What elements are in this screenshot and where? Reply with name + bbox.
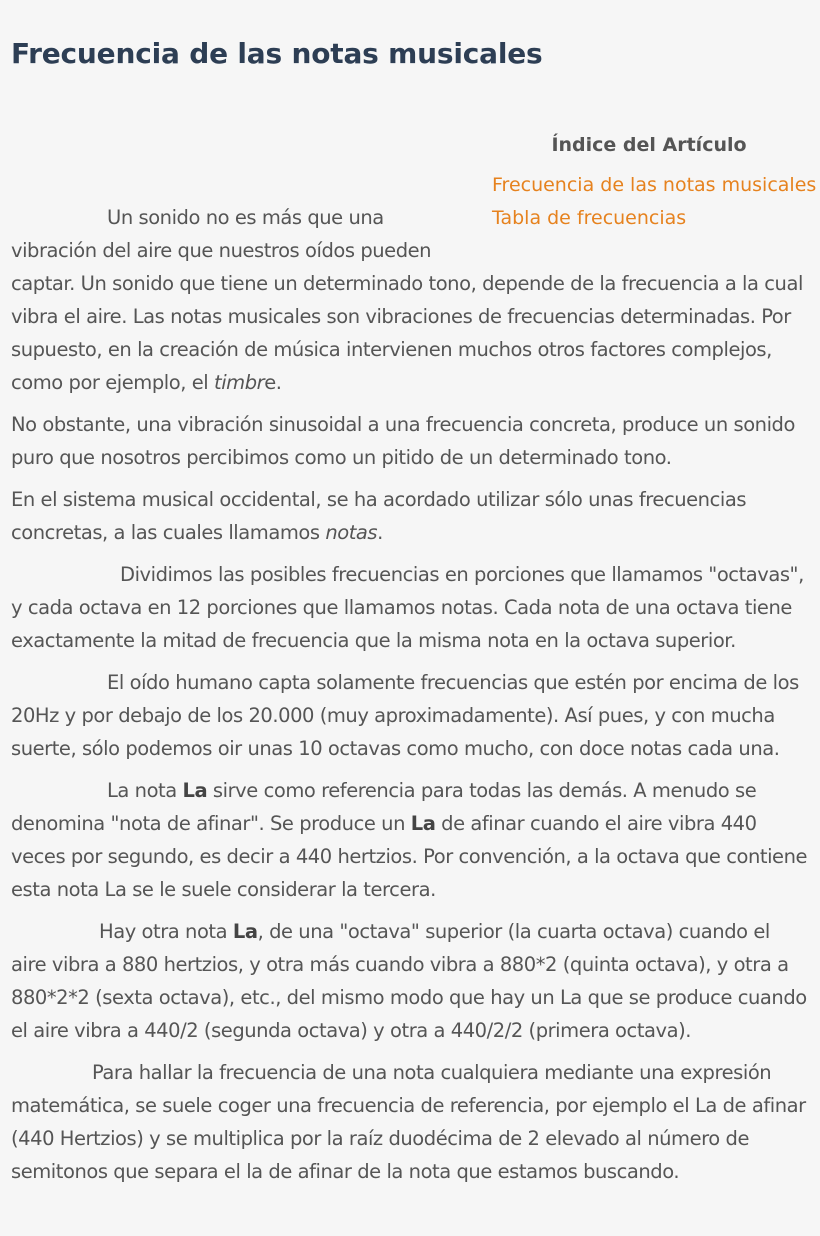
paragraph-nota-la-text-c: de afinar cuando el aire vibra 440 veces por segundo, es decir a 440 hertzios. Por convención, a la octava que contiene esta nota La se le suele considerar la tercera. (11, 812, 808, 901)
paragraph-octavas-text: Dividimos las posibles frecuencias en porciones que llamamos "octavas", y cada octava en 12 porciones que llamamos notas. Cada nota de una octava tiene exactamente la mitad de frecuencia que la misma nota en la octava superior. (11, 563, 804, 652)
notas-word: notas (325, 521, 378, 544)
timbre-word: timbr (214, 371, 265, 394)
paragraph-octavas (11, 558, 810, 657)
paragraph-nota-la-text-b: sirve como referencia para todas las demás. A menudo se denomina "nota de afinar". Se produce un (11, 779, 757, 835)
paragraph-otra-la (11, 915, 810, 1047)
paragraph-formula-text: Para hallar la frecuencia de una nota cualquiera mediante una expresión matemática, se suele coger una frecuencia de referencia, por ejemplo el La de afinar (440 Hertzios) y se multiplica por la raíz duodécima de 2 elevado al número de semitonos que separa el la de afinar de la nota que estamos buscando. (11, 1061, 806, 1183)
index-link-tabla[interactable]: Tabla de frecuencias (492, 207, 687, 229)
la-bold: La (232, 920, 258, 943)
paragraph-otra-la-text-b: , de una "octava" superior (la cuarta octava) cuando el aire vibra a 880 hertzios, y otra más cuando vibra a 880*2 (quinta octava), y otra a 880*2*2 (sexta octava), etc., del mismo modo que hay un La que se produce cuando el aire vibra a 440/2 (segunda octava) y otra a 440/2/2 (primera octava). (11, 920, 807, 1042)
article-body (11, 74, 810, 1188)
article-title: Frecuencia de las notas musicales (11, 37, 543, 70)
paragraph-sistema-text: En el sistema musical occidental, se ha acordado utilizar sólo unas frecuencias concretas, a las cuales llamamos (11, 488, 747, 544)
paragraph-formula (11, 1056, 810, 1188)
timbre-suffix: e. (264, 371, 282, 394)
paragraph-otra-la-text-a: Hay otra nota (99, 920, 233, 943)
paragraph-intro (11, 74, 810, 399)
article-index-item (492, 202, 820, 235)
la-bold: La (410, 812, 436, 835)
article-index-list (474, 169, 820, 235)
paragraph-nota-la-text-a: La nota (107, 779, 183, 802)
index-link-frecuencia[interactable]: Frecuencia de las notas musicales (492, 174, 817, 196)
article-index-heading: Índice del Artículo (551, 134, 747, 156)
paragraph-oido (11, 666, 810, 765)
la-bold: La (182, 779, 208, 802)
paragraph-oido-text: El oído humano capta solamente frecuencias que estén por encima de los 20Hz y por debajo de los 20.000 (muy aproximadamente). Así pues, y con mucha suerte, sólo podemos oir unas 10 octavas como mucho, con doce notas cada una. (11, 671, 799, 760)
paragraph-intro-text: Un sonido no es más que una vibración del aire que nuestros oídos pueden captar. Un sonido que tiene un determinado tono, depende de la frecuencia a la cual vibra el aire. Las notas musicales son vibraciones de frecuencias determinadas. Por supuesto, en la creación de música intervienen muchos otros factores complejos, como por ejemplo, el (11, 206, 803, 394)
paragraph-sinusoidal: No obstante, una vibración sinusoidal a una frecuencia concreta, produce un sonido puro que nosotros percibimos como un pitido de un determinado tono. (11, 413, 795, 469)
article-index-item (492, 169, 820, 202)
article-index (474, 133, 820, 235)
paragraph-sistema (11, 483, 810, 549)
paragraph-nota-la (11, 774, 810, 906)
paragraph-sistema-end: . (377, 521, 383, 544)
